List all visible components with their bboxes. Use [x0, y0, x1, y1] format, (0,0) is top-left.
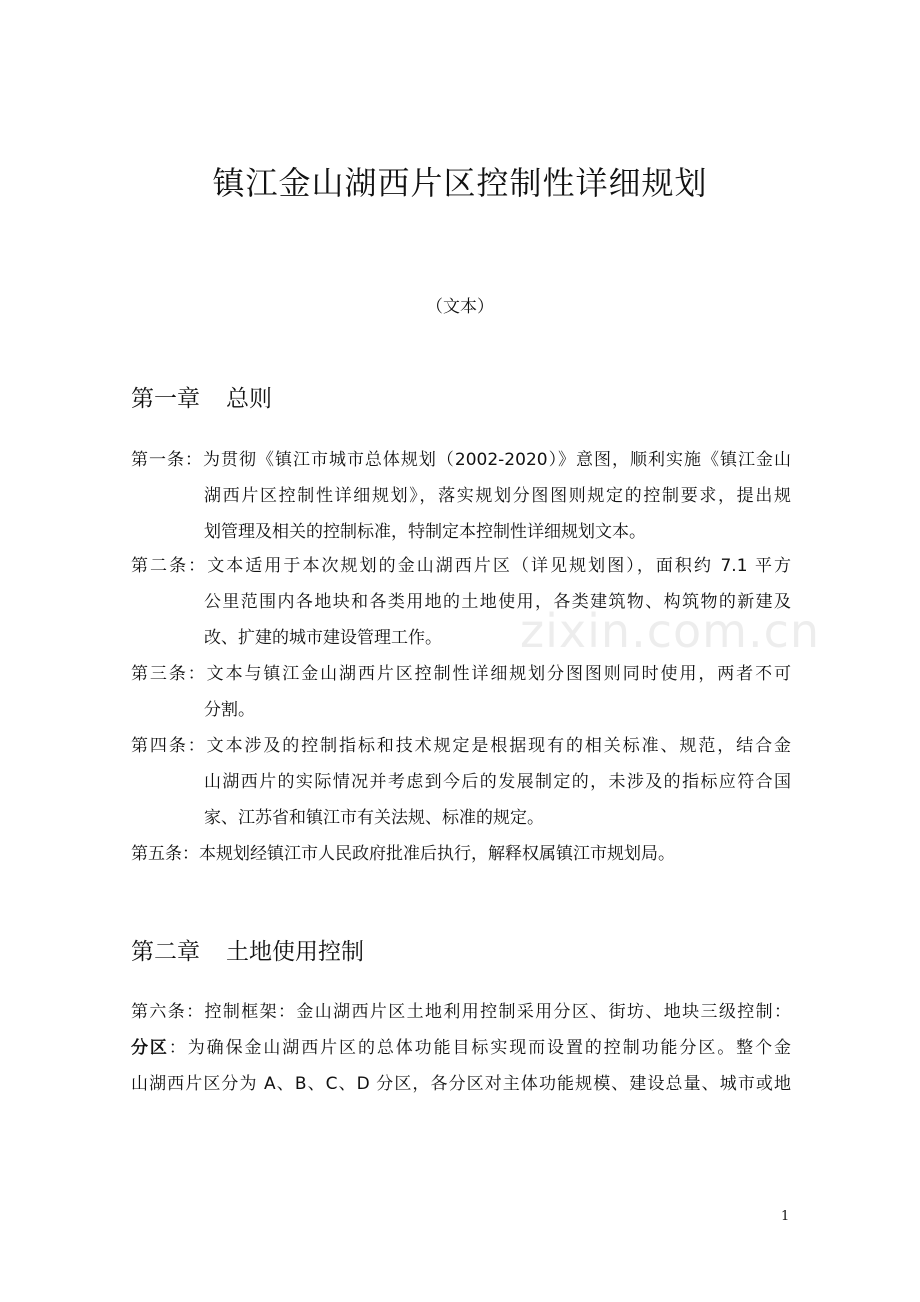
chapter-2-label: 第二章 [131, 939, 200, 965]
article-6 [131, 994, 791, 1102]
article-4 [131, 728, 791, 836]
chapter-2-heading [131, 933, 364, 966]
article-3-label: 第三条： [131, 664, 207, 684]
chapter-1-heading [131, 380, 272, 413]
zone-term: 分区 [131, 1038, 169, 1058]
article-5 [131, 836, 791, 872]
article-5-line-1: 第五条：本规划经镇江市人民政府批准后执行，解释权属镇江市规划局。 [131, 844, 675, 864]
article-4-label: 第四条： [131, 736, 207, 756]
article-4-line-3: 家、江苏省和镇江市有关法规、标准的规定。 [204, 808, 544, 828]
article-6-line-2: 分区：为确保金山湖西片区的总体功能目标实现而设置的控制功能分区。整个金 [131, 1038, 792, 1058]
article-2 [131, 548, 791, 656]
article-2-line-3: 改、扩建的城市建设管理工作。 [204, 628, 442, 648]
article-6-line-3: 山湖西片区分为 A、B、C、D 分区，各分区对主体功能规模、建设总量、城市或地 [131, 1074, 791, 1094]
article-5-label: 第五条： [131, 844, 199, 864]
article-1-line-1: 第一条：为贯彻《镇江市城市总体规划（2002-2020）》意图，顺利实施《镇江金山 [131, 450, 791, 470]
article-3-line-1: 第三条：文本与镇江金山湖西片区控制性详细规划分图图则同时使用，两者不可 [131, 664, 792, 684]
article-3 [131, 656, 791, 728]
article-4-line-2: 山湖西片的实际情况并考虑到今后的发展制定的，未涉及的指标应符合国 [204, 772, 791, 792]
article-1-label: 第一条： [131, 450, 203, 470]
article-2-line-1: 第二条：文本适用于本次规划的金山湖西片区（详见规划图），面积约 7.1 平方 [131, 556, 792, 576]
article-3-line-2: 分割。 [204, 700, 255, 720]
chapter-2-name: 土地使用控制 [226, 939, 364, 965]
document-subtitle: （文本） [426, 297, 494, 317]
article-2-label: 第二条： [131, 556, 208, 576]
article-1 [131, 442, 791, 550]
article-4-line-1: 第四条：文本涉及的控制指标和技术规定是根据现有的相关标准、规范，结合金 [131, 736, 792, 756]
article-1-line-3: 划管理及相关的控制标准，特制定本控制性详细规划文本。 [204, 522, 646, 542]
document-title: 镇江金山湖西片区控制性详细规划 [212, 164, 708, 202]
article-6-line-1: 第六条：控制框架：金山湖西片区土地利用控制采用分区、街坊、地块三级控制： [131, 1002, 792, 1022]
chapter-1-name: 总则 [226, 386, 272, 412]
article-1-line-2: 湖西片区控制性详细规划》，落实规划分图图则规定的控制要求，提出规 [204, 486, 791, 506]
watermark: zixin.com.cn [520, 604, 821, 658]
chapter-1-label: 第一章 [131, 386, 200, 412]
article-6-label: 第六条： [131, 1002, 205, 1022]
page-number: 1 [781, 1209, 790, 1224]
article-2-line-2: 公里范围内各地块和各类用地的土地使用，各类建筑物、构筑物的新建及 [204, 592, 791, 612]
